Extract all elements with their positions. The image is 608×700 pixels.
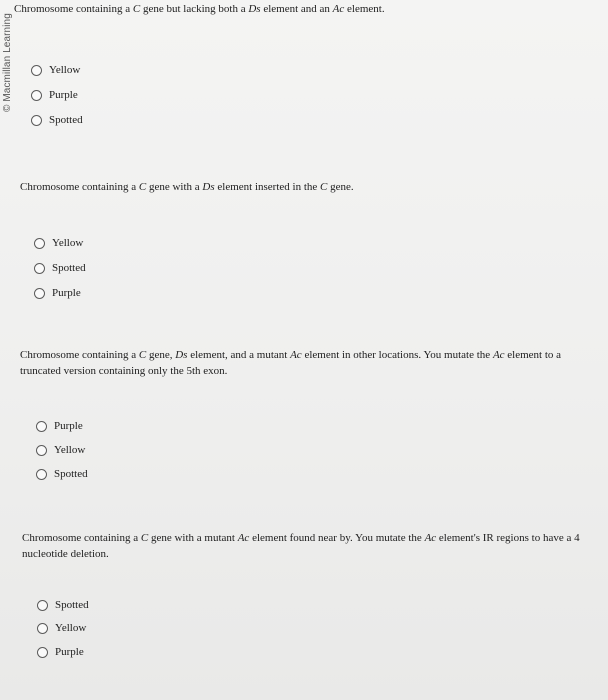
option-label: Yellow	[54, 444, 86, 456]
q3-ac: Ac	[492, 349, 505, 361]
q4-text-part: gene with a mutant	[148, 532, 238, 544]
q1-option-3[interactable]	[31, 114, 83, 126]
q2-text-part: Chromosome containing a	[20, 181, 139, 193]
q2-text-part: gene with a	[146, 181, 203, 193]
q4-text-part: Chromosome containing a	[22, 532, 141, 544]
radio-button[interactable]	[31, 90, 42, 101]
q3-text-part: element, and a mutant	[187, 349, 291, 361]
q4-option-3[interactable]	[37, 646, 84, 658]
q2-option-2[interactable]	[34, 262, 86, 274]
q2-text-part: element inserted in the	[214, 181, 321, 193]
option-label: Purple	[52, 287, 81, 299]
q4-text-part: element found near by. You mutate the	[249, 532, 425, 544]
q2-option-1[interactable]	[34, 237, 83, 249]
question-4-text	[22, 530, 592, 562]
option-label: Yellow	[49, 64, 81, 76]
q2-ds: Ds	[202, 181, 215, 193]
q3-option-3[interactable]	[36, 468, 88, 480]
q3-option-1[interactable]	[36, 420, 83, 432]
radio-button[interactable]	[36, 469, 47, 480]
q2-text-part: gene.	[327, 181, 354, 193]
option-label: Purple	[54, 420, 83, 432]
q1-text-part: element and an	[260, 3, 333, 15]
q1-text-part: gene but lacking both a	[140, 3, 249, 15]
q4-ac: Ac	[424, 532, 437, 544]
q1-ac: Ac	[332, 3, 345, 15]
radio-button[interactable]	[36, 445, 47, 456]
q4-option-2[interactable]	[37, 622, 86, 634]
q4-ac: Ac	[237, 532, 250, 544]
q4-gene: C	[140, 532, 149, 544]
q2-gene: C	[320, 181, 328, 193]
q3-ds: Ds	[175, 349, 188, 361]
q4-option-1[interactable]	[37, 599, 89, 611]
option-label: Purple	[49, 89, 78, 101]
watermark-strip	[0, 0, 14, 120]
q1-text-part: Chromosome containing a	[14, 3, 133, 15]
radio-button[interactable]	[37, 623, 48, 634]
option-label: Spotted	[49, 114, 83, 126]
question-3-text	[20, 347, 590, 379]
radio-button[interactable]	[37, 600, 48, 611]
option-label: Spotted	[54, 468, 88, 480]
q2-gene: C	[138, 181, 147, 193]
radio-button[interactable]	[34, 238, 45, 249]
q2-option-3[interactable]	[34, 287, 81, 299]
q3-ac: Ac	[290, 349, 302, 361]
question-1-text	[14, 1, 584, 17]
question-2-text	[20, 179, 590, 195]
option-label: Purple	[55, 646, 84, 658]
option-label: Spotted	[55, 599, 89, 611]
radio-button[interactable]	[36, 421, 47, 432]
radio-button[interactable]	[31, 65, 42, 76]
copyright-watermark: © Macmillan Learning	[2, 13, 13, 112]
q1-ds: Ds	[248, 3, 261, 15]
q1-option-1[interactable]	[31, 64, 80, 76]
option-label: Spotted	[52, 262, 86, 274]
q3-gene: C	[138, 349, 147, 361]
q1-text-part: element.	[344, 3, 385, 15]
q3-text-part: Chromosome containing a	[20, 349, 139, 361]
radio-button[interactable]	[31, 115, 42, 126]
q3-text-part: element to a truncated version containing only the 5th exon.	[20, 349, 562, 377]
q1-option-2[interactable]	[31, 89, 78, 101]
q3-option-2[interactable]	[36, 444, 85, 456]
q3-text-part: gene,	[146, 349, 176, 361]
q1-gene: C	[132, 3, 141, 15]
radio-button[interactable]	[34, 263, 45, 274]
option-label: Yellow	[55, 622, 87, 634]
radio-button[interactable]	[37, 647, 48, 658]
option-label: Yellow	[52, 237, 84, 249]
q3-text-part: element in other locations. You mutate the	[301, 349, 493, 361]
radio-button[interactable]	[34, 288, 45, 299]
q4-text-part: element's IR regions to have a 4 nucleotide deletion.	[22, 532, 580, 560]
